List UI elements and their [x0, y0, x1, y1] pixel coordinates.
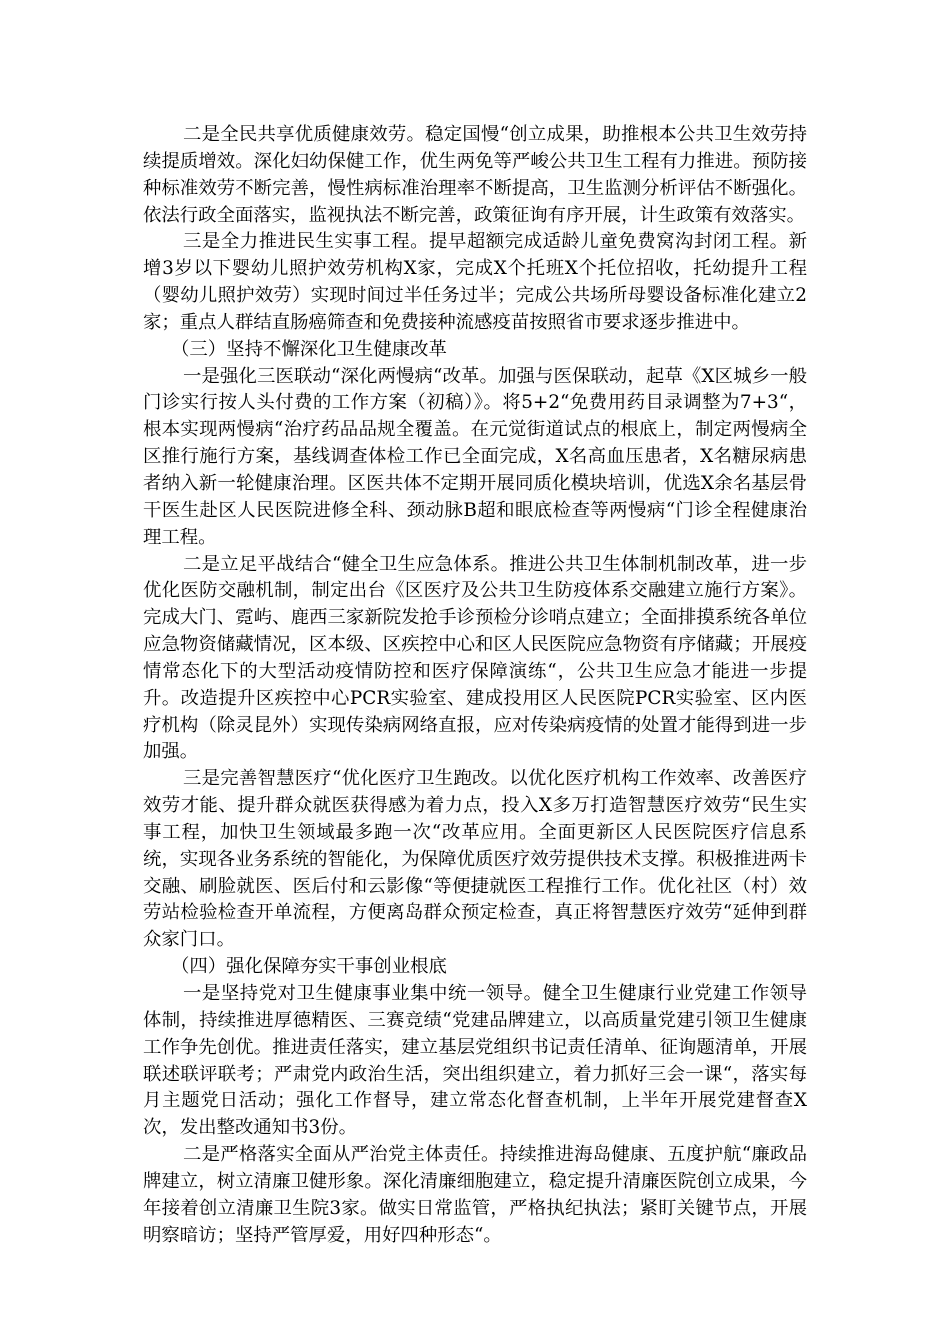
section-heading-4: （四）强化保障夯实干事创业根底: [171, 956, 447, 978]
paragraph-strict-governance: 二是严格落实全面从严治党主体责任。持续推进海岛健康、五度护航“廉政品牌建立，树立清廉卫健形象。深化清廉细胞建立，稳定提升清廉医院创立成果，今年接着创立清廉卫生院3家。做实日常监管，严格执纪执法；紧盯关键节点，开展明察暗访；坚持严管厚爱，用好四种形态“。: [143, 1144, 807, 1246]
paragraph-livelihood-projects: 三是全力推进民生实事工程。提早超额完成适龄儿童免费窝沟封闭工程。新增3岁以下婴幼儿照护效劳机构X家，完成X个托班X个托位招收，托幼提升工程（婴幼儿照护效劳）实现时间过半任务过半；完成公共场所母婴设备标准化建立2家；重点人群结直肠癌筛查和免费接种流感疫苗按照省市要求逐步推进中。: [143, 231, 807, 333]
paragraph-party-leadership: 一是坚持党对卫生健康事业集中统一领导。健全卫生健康行业党建工作领导体制，持续推进厚德精医、三赛竞绩“党建品牌建立，以高质量党建引领卫生健康工作争先创优。推进责任落实，建立基层党组织书记责任清单、征询题清单，开展联述联评联考；严肃党内政治生活，突出组织建立，着力抓好三会一课“，落实每月主题党日活动；强化工作督导，建立常态化督查机制，上半年开展党建督查X次，发出整改通知书3份。: [143, 983, 807, 1139]
document-body: [143, 122, 807, 1249]
paragraph-smart-healthcare: 三是完善智慧医疗“优化医疗卫生跑改。以优化医疗机构工作效率、改善医疗效劳才能、提升群众就医获得感为着力点，投入X多万打造智慧医疗效劳“民生实事工程，加快卫生领域最多跑一次“改革应用。全面更新区人民医院医疗信息系统，实现各业务系统的智能化，为保障优质医疗效劳提供技术支撑。积极推进两卡交融、刷脸就医、医后付和云影像“等便捷就医工程推行工作。优化社区（村）效劳站检验检查开单流程，方便离岛群众预定检查，真正将智慧医疗效劳“延伸到群众家门口。: [143, 768, 807, 951]
paragraph-three-medical-linkage: 一是强化三医联动“深化两慢病“改革。加强与医保联动，起草《X区城乡一般门诊实行按人头付费的工作方案（初稿）》。将5+2“免费用药目录调整为7+3“，根本实现两慢病“治疗药品品规全覆盖。在元觉街道试点的根底上，制定两慢病全区推行施行方案，基线调查体检工作已全面完成，X名高血压患者，X名糖尿病患者纳入新一轮健康治理。区医共体不定期开展同质化模块培训，优选X余名基层骨干医生赴区人民医院进修全科、颈动脉B超和眼底检查等两慢病“门诊全程健康治理工程。: [143, 365, 807, 548]
paragraph-public-health-services: 二是全民共享优质健康效劳。稳定国慢“创立成果，助推根本公共卫生效劳持续提质增效。深化妇幼保健工作，优生两免等严峻公共卫生工程有力推进。预防接种标准效劳不断完善，慢性病标准治理率不断提高，卫生监测分析评估不断强化。依法行政全面落实，监视执法不断完善，政策征询有序开展，计生政策有效落实。: [143, 124, 807, 226]
section-heading-3: （三）坚持不懈深化卫生健康改革: [171, 338, 447, 360]
paragraph-emergency-system: 二是立足平战结合“健全卫生应急体系。推进公共卫生体制机制改革，进一步优化医防交融机制，制定出台《区医疗及公共卫生防疫体系交融建立施行方案》。完成大门、霓屿、鹿西三家新院发抢手诊预检分诊哨点建立；全面排摸系统各单位应急物资储藏情况，区本级、区疾控中心和区人民医院应急物资有序储藏；开展疫情常态化下的大型活动疫情防控和医疗保障演练“，公共卫生应急才能进一步提升。改造提升区疾控中心PCR实验室、建成投用区人民医院PCR实验室、区内医疗机构（除灵昆外）实现传染病网络直报，应对传染病疫情的处置才能得到进一步加强。: [143, 553, 807, 763]
